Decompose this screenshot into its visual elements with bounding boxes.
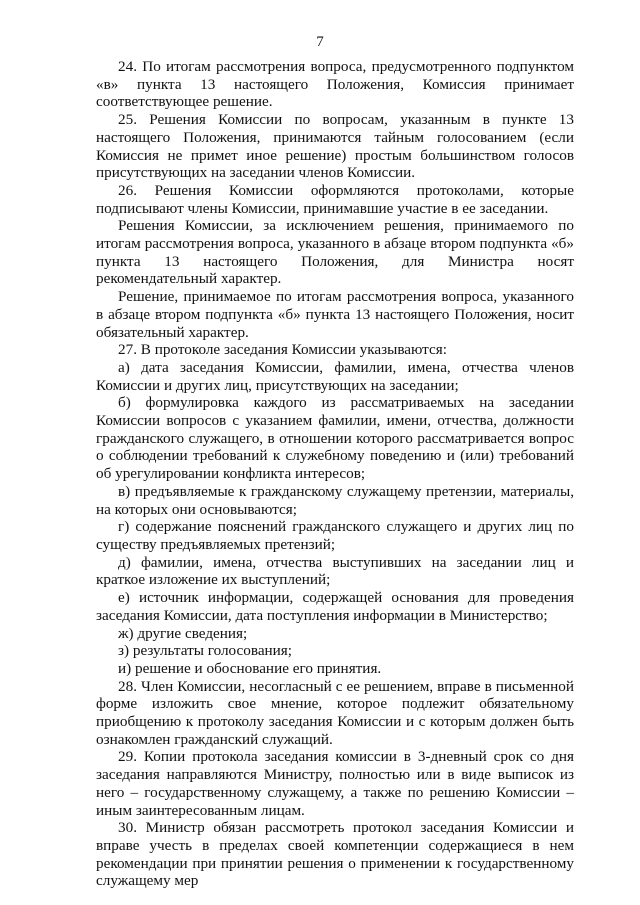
paragraph-28: 28. Член Комиссии, несогласный с ее решением, вправе в письменной форме изложить свое мнение, которое подлежит обязательному приобщению к протоколу заседания Комиссии и с которым должен быть ознакомлен гражданский служащий. [96, 677, 574, 748]
paragraph-26-recommendation: Решения Комиссии, за исключением решения, принимаемого по итогам рассмотрения вопроса, указанного в абзаце втором подпункта «б» пункта 13 настоящего Положения, для Министра носят рекомендательный характер. [96, 217, 574, 288]
list-item-v: в) предъявляемые к гражданскому служащему претензии, материалы, на которых они основываются; [96, 482, 574, 518]
paragraph-29: 29. Копии протокола заседания комиссии в 3-дневный срок со дня заседания направляются Министру, полностью или в виде выписок из него – государственному служащему, а также по решению Комиссии – иным заинтересованным лицам. [96, 748, 574, 819]
page-number: 7 [316, 34, 324, 50]
list-item-zh: ж) другие сведения; [118, 624, 248, 642]
list-item-d: д) фамилии, имена, отчества выступивших на заседании лиц и краткое изложение их выступлений; [96, 553, 574, 589]
paragraph-27: 27. В протоколе заседания Комиссии указываются: [118, 341, 447, 359]
list-item-e: е) источник информации, содержащей основания для проведения заседания Комиссии, дата поступления информации в Министерство; [96, 589, 574, 624]
list-item-a: а) дата заседания Комиссии, фамилии, имена, отчества членов Комиссии и других лиц, присутствующих на заседании; [96, 358, 574, 394]
paragraph-26-mandatory: Решение, принимаемое по итогам рассмотрения вопроса, указанного в абзаце втором подпункта «б» пункта 13 настоящего Положения, носит обязательный характер. [96, 288, 574, 341]
paragraph-25: 25. Решения Комиссии по вопросам, указанным в пункте 13 настоящего Положения, принимаются тайным голосованием (если Комиссия не примет иное решение) простым большинством голосов присутствующих на заседании членов Комиссии. [96, 111, 574, 182]
document-body [96, 58, 574, 890]
list-item-g: г) содержание пояснений гражданского служащего и других лиц по существу предъявляемых претензий; [96, 518, 574, 553]
list-item-i: и) решение и обоснование его принятия. [118, 659, 382, 677]
paragraph-30: 30. Министр обязан рассмотреть протокол заседания Комиссии и вправе учесть в пределах своей компетенции содержащиеся в нем рекомендации при принятии решения о применении к государственному служащему мер [96, 819, 574, 890]
paragraph-26: 26. Решения Комиссии оформляются протоколами, которые подписывают члены Комиссии, принимавшие участие в ее заседании. [96, 181, 574, 217]
list-item-z: з) результаты голосования; [118, 642, 293, 660]
list-item-b: б) формулировка каждого из рассматриваемых на заседании Комиссии вопросов с указанием фамилии, имени, отчества, должности гражданского служащего, в отношении которого рассматривается вопрос о соблюдении требований к служебному поведению и (или) требований об урегулировании конфликта интересов; [96, 394, 574, 483]
paragraph-24: 24. По итогам рассмотрения вопроса, предусмотренного подпунктом «в» пункта 13 настоящего Положения, Комиссия принимает соответствующее решение. [96, 58, 574, 111]
